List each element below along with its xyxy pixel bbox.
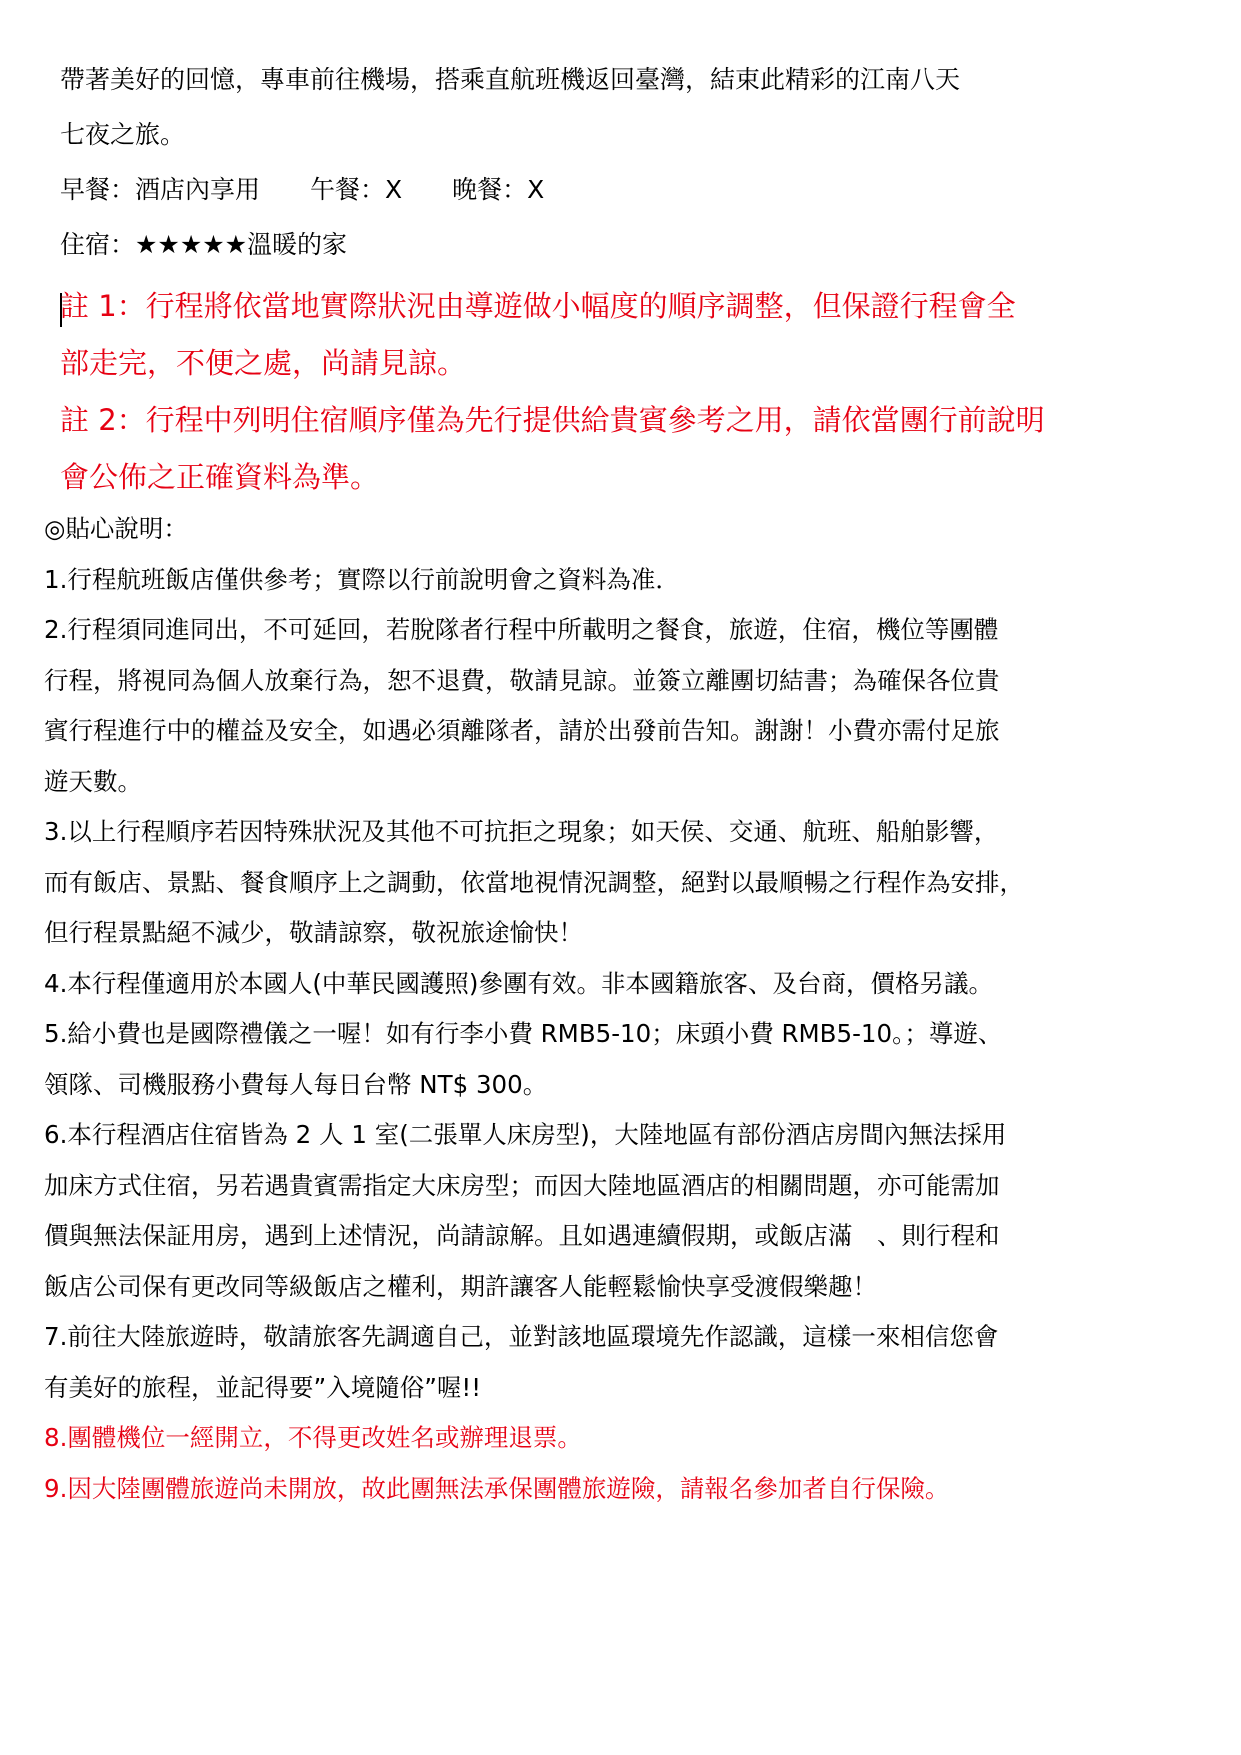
hotel-info: 住宿：★★★★★溫暖的家 — [60, 230, 348, 259]
tip-line: 而有飯店、景點、餐食順序上之調動，依當地視情況調整，絕對以最順暢之行程作為安排， — [44, 867, 1024, 897]
meals-row — [60, 162, 1195, 217]
tip-line: 加床方式住宿，另若遇貴賓需指定大床房型；而因大陸地區酒店的相關問題，亦可能需加 — [44, 1170, 1000, 1200]
tip-line: 遊天數。 — [44, 766, 142, 796]
itinerary-line: 七夜之旅。 — [60, 120, 186, 149]
tip-line: 賓行程進行中的權益及安全，如遇必須離隊者，請於出發前告知。謝謝！小費亦需付足旅 — [44, 716, 1000, 745]
tip-item: 4.本行程僅適用於本國人(中華民國護照)參團有效。非本國籍旅客、及台商，價格另議。 — [44, 968, 993, 998]
tips-section — [44, 504, 1204, 1514]
tip-item — [44, 1110, 1204, 1312]
note-line: 註 2：行程中列明住宿順序僅為先行提供給貴賓參考之用，請依當團行前說明 — [60, 403, 1045, 437]
tip-line: 但行程景點絕不減少，敬請諒察，敬祝旅途愉快！ — [44, 918, 583, 947]
note-line: 會公佈之正確資料為準。 — [60, 460, 380, 494]
dinner-info: 晚餐：X — [452, 175, 545, 204]
note-line: 註 1：行程將依當地實際狀況由導遊做小幅度的順序調整，但保證行程會全 — [60, 289, 1016, 323]
tip-item-highlight: 9.因大陸團體旅遊尚未開放，故此團無法承保團體旅遊險，請報名參加者自行保險。 — [44, 1473, 950, 1503]
itinerary-line: 帶著美好的回憶，專車前往機場，搭乘直航班機返回臺灣，結束此精彩的江南八天 — [60, 65, 961, 94]
notes-section — [60, 278, 1195, 506]
tip-line: 5.給小費也是國際禮儀之一喔！如有行李小費 RMB5-10；床頭小費 RMB5-10。；導遊、 — [44, 1019, 1003, 1048]
tip-item — [44, 807, 1204, 959]
tip-line: 2.行程須同進同出，不可延回，若脫隊者行程中所載明之餐食，旅遊，住宿，機位等團體 — [44, 615, 999, 644]
tip-item — [44, 605, 1204, 807]
tip-line: 有美好的旅程，並記得要”入境隨俗”喔!! — [44, 1372, 482, 1402]
tip-line: 飯店公司保有更改同等級飯店之權利，期許讓客人能輕鬆愉快享受渡假樂趣！ — [44, 1271, 877, 1301]
tip-line: 7.前往大陸旅遊時，敬請旅客先調適自己，並對該地區環境先作認識，這樣一來相信您會 — [44, 1322, 999, 1351]
tip-line: 行程，將視同為個人放棄行為，恕不退費，敬請見諒。並簽立離團切結書；為確保各位貴 — [44, 665, 1000, 695]
tip-line: 領隊、司機服務小費每人每日台幣 NT$ 300。 — [44, 1069, 548, 1099]
breakfast-info: 早餐：酒店內享用 — [60, 175, 261, 204]
note-2 — [60, 392, 1195, 506]
tip-item — [44, 1009, 1204, 1110]
note-1 — [60, 278, 1195, 392]
tips-heading: ◎貼心說明： — [44, 514, 188, 543]
tip-line: 6.本行程酒店住宿皆為 2 人 1 室(二張單人床房型)，大陸地區有部份酒店房間內無法採用 — [44, 1120, 1007, 1149]
tip-item — [44, 1312, 1204, 1413]
lunch-info: 午餐：X — [310, 175, 403, 204]
tip-item-highlight: 8.團體機位一經開立，不得更改姓名或辦理退票。 — [44, 1423, 582, 1452]
note-line: 部走完，不便之處，尚請見諒。 — [60, 346, 467, 380]
itinerary-text — [60, 52, 1195, 272]
tip-item: 1.行程航班飯店僅供參考；實際以行前說明會之資料為准． — [44, 564, 680, 594]
tip-line: 3.以上行程順序若因特殊狀況及其他不可抗拒之現象；如天侯、交通、航班、船舶影響， — [44, 817, 999, 846]
tip-line: 價與無法保証用房，遇到上述情況，尚請諒解。且如遇連續假期，或飯店滿 、則行程和 — [44, 1221, 1000, 1250]
